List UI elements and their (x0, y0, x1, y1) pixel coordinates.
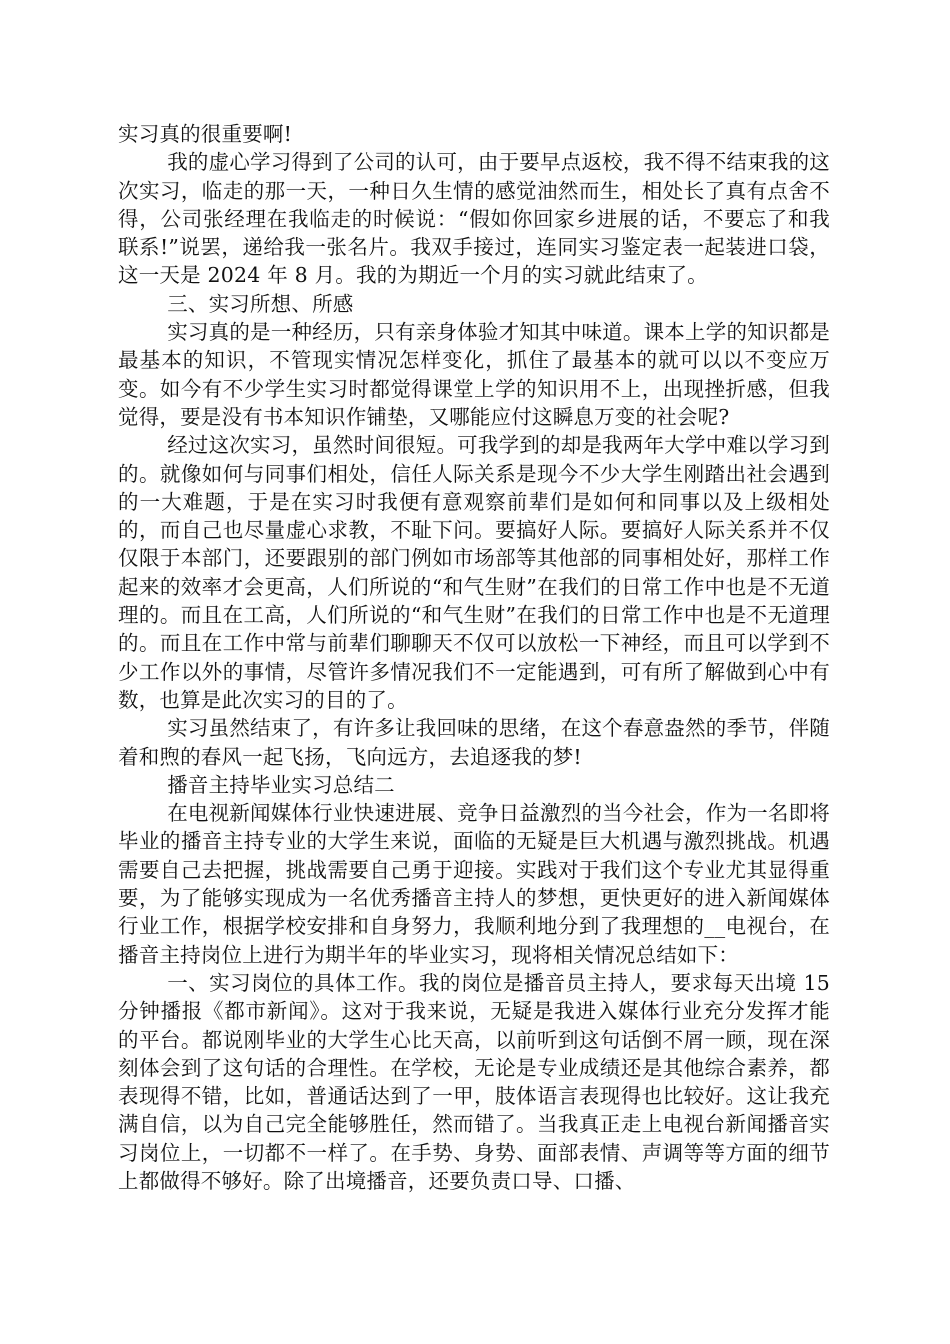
paragraph-experience: 实习真的是一种经历，只有亲身体验才知其中味道。课本上学的知识都是最基本的知识，不管现实情况怎样变化，抓住了最基本的就可以以不变应万变。如今有不少学生实习时都觉得课堂上学的知识用不上，出现挫折感，但我觉得，要是没有书本知识作铺垫，又哪能应付这瞬息万变的社会呢? (118, 320, 830, 429)
document-body (118, 120, 830, 1195)
paragraph-internship-end: 我的虚心学习得到了公司的认可，由于要早点返校，我不得不结束我的这次实习，临走的那一天，一种日久生情的感觉油然而生，相处长了真有点舍不得，公司张经理在我临走的时候说：“假如你回家乡进展的话，不要忘了和我联系!”说罢，递给我一张名片。我双手接过，连同实习鉴定表一起装进口袋，这一天是 2024 年 8 月。我的为期近一个月的实习就此结束了。 (118, 150, 830, 288)
paragraph-intro: 实习真的很重要啊! (118, 122, 293, 146)
paragraph-summary-intro: 在电视新闻媒体行业快速进展、竞争日益激烈的当今社会，作为一名即将毕业的播音主持专业的大学生来说，面临的无疑是巨大机遇与激烈挑战。机遇需要自己去把握，挑战需要自己勇于迎接。实践对于我们这个专业尤其显得重要，为了能够实现成为一名优秀播音主持人的梦想，更快更好的进入新闻媒体行业工作，根据学校安排和自身努力，我顺利地分到了我理想的__电视台，在播音主持岗位上进行为期半年的毕业实习，现将相关情况总结如下： (118, 801, 830, 967)
paragraph-relationships: 经过这次实习，虽然时间很短。可我学到的却是我两年大学中难以学习到的。就像如何与同事们相处，信任人际关系是现今不少大学生刚踏出社会遇到的一大难题，于是在实习时我便有意观察前辈们是如何和同事以及上级相处的，而自己也尽量虚心求教，不耻下问。要搞好人际。要搞好人际关系并不仅仅限于本部门，还要跟别的部门例如市场部等其他部的同事相处好，那样工作起来的效率才会更高，人们所说的“和气生财”在我们的日常工作中也是不无道理的。而且在工高，人们所说的“和气生财”在我们的日常工作中也是不无道理的。而且在工作中常与前辈们聊聊天不仅可以放松一下神经，而且可以学到不少工作以外的事情，尽管许多情况我们不一定能遇到，可有所了解做到心中有数，也算是此次实习的目的了。 (118, 433, 830, 712)
summary-two-title: 播音主持毕业实习总结二 (167, 772, 395, 797)
section-heading-thoughts: 三、实习所想、所感 (167, 291, 354, 316)
paragraph-job-description: 一、实习岗位的具体工作。我的岗位是播音员主持人，要求每天出境 15 分钟播报《都市新闻》。这对于我来说，无疑是我进入媒体行业充分发挥才能的平台。都说刚毕业的大学生心比天高，以前听到这句话倒不屑一顾，现在深刻体会到了这句话的合理性。在学校，无论是专业成绩还是其他综合素养，都表现得不错，比如，普通话达到了一甲，肢体语言表现得也比较好。这让我充满自信，以为自己完全能够胜任，然而错了。当我真正走上电视台新闻播音实习岗位上，一切都不一样了。在手势、身势、面部表情、声调等等方面的细节上都做得不够好。除了出境播音，还要负责口导、口播、 (118, 970, 830, 1193)
paragraph-conclusion: 实习虽然结束了，有许多让我回味的思绪，在这个春意盎然的季节，伴随着和煦的春风一起飞扬，飞向远方，去追逐我的梦! (118, 716, 830, 769)
